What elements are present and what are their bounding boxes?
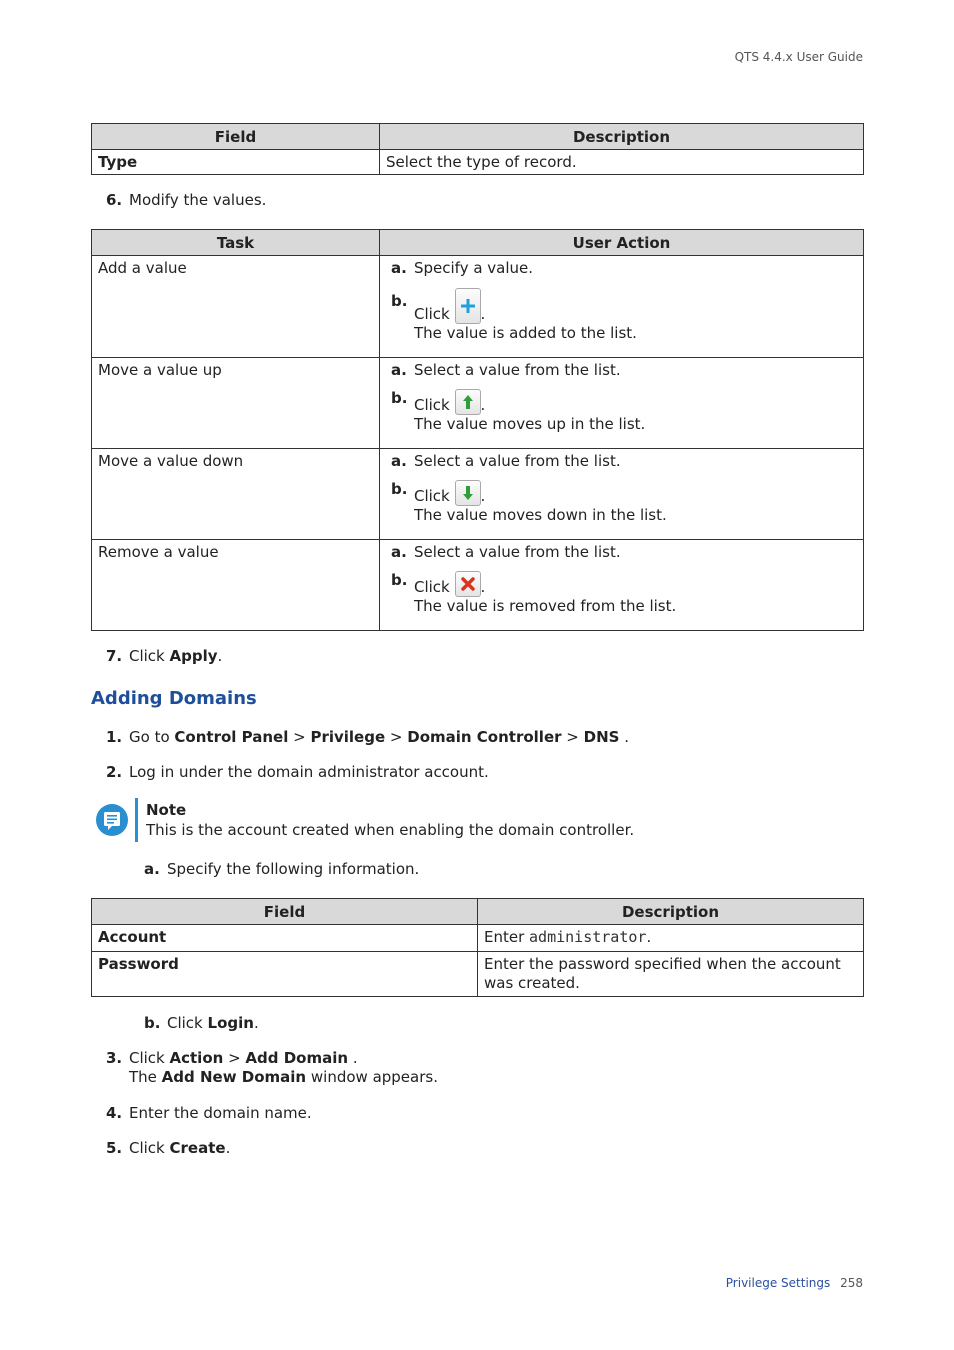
table-cell-field: Account xyxy=(92,925,478,952)
table-header-field: Field xyxy=(92,899,478,925)
table-cell-description: Enter the password specified when the account was created. xyxy=(478,952,864,997)
table-cell-field: Password xyxy=(92,952,478,997)
table-row xyxy=(92,256,864,358)
table-header-description: Description xyxy=(478,899,864,925)
page-header: QTS 4.4.x User Guide xyxy=(734,50,863,64)
task-cell: Move a value down xyxy=(92,449,380,540)
table-cell-description: Select the type of record. xyxy=(380,150,864,175)
table-header-user-action: User Action xyxy=(380,230,864,256)
table-header-field: Field xyxy=(92,124,380,150)
table-cell-description: Enter administrator. xyxy=(478,925,864,952)
table-row xyxy=(92,358,864,449)
type-field-table xyxy=(91,123,864,175)
action-cell: a. Select a value from the list. b. Click . The value is removed from the list. xyxy=(380,540,864,631)
task-cell: Move a value up xyxy=(92,358,380,449)
note-accent-bar xyxy=(135,798,138,842)
table-header-task: Task xyxy=(92,230,380,256)
table-header-description: Description xyxy=(380,124,864,150)
user-action-table xyxy=(91,229,864,631)
footer-section: Privilege Settings xyxy=(725,1276,831,1290)
action-cell: a. Specify a value. b. Click . The value is added to the list. xyxy=(380,256,864,358)
task-cell: Remove a value xyxy=(92,540,380,631)
add-icon xyxy=(455,288,481,324)
note-icon xyxy=(95,803,129,837)
remove-icon xyxy=(455,571,481,597)
section-title: Adding Domains xyxy=(91,688,257,709)
note-text: This is the account created when enabling the domain controller. xyxy=(146,821,635,839)
page-footer xyxy=(726,1276,863,1290)
page-number: 258 xyxy=(840,1276,863,1290)
table-row xyxy=(92,925,864,952)
arrow-down-icon xyxy=(455,480,481,506)
action-cell: a. Select a value from the list. b. Click . The value moves down in the list. xyxy=(380,449,864,540)
login-info-table xyxy=(91,898,864,997)
arrow-up-icon xyxy=(455,389,481,415)
table-row xyxy=(92,540,864,631)
task-cell: Add a value xyxy=(92,256,380,358)
table-row xyxy=(92,952,864,997)
action-cell: a. Select a value from the list. b. Click . The value moves up in the list. xyxy=(380,358,864,449)
table-row xyxy=(92,449,864,540)
note-title: Note xyxy=(146,801,187,819)
table-cell-field: Type xyxy=(92,150,380,175)
